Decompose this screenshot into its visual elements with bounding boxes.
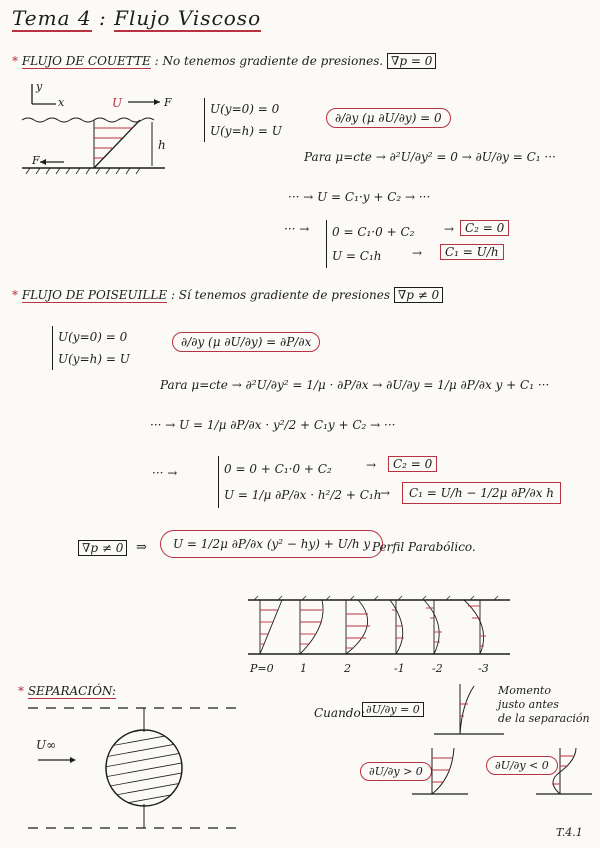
poiseuille-bc1: U(y=0) = 0 xyxy=(58,330,128,344)
title-separator: : xyxy=(98,6,107,30)
couette-line1-end: ∂U/∂y = C₁ ··· xyxy=(475,150,556,164)
couette-system-arrow: ··· → xyxy=(284,222,310,236)
couette-label-F-top: F xyxy=(164,96,172,109)
profile-label-1: 1 xyxy=(300,662,307,675)
couette-diagram xyxy=(20,82,200,182)
couette-heading xyxy=(12,54,436,68)
couette-label-U: U xyxy=(112,96,123,110)
poiseuille-result-c2: C₂ = 0 xyxy=(388,456,437,472)
title-subject: Flujo Viscoso xyxy=(114,6,262,30)
couette-bullet: * xyxy=(12,54,18,68)
couette-title: FLUJO DE COUETTE xyxy=(21,54,151,68)
couette-result-c2: C₂ = 0 xyxy=(460,220,509,236)
poiseuille-implies-arrow: ⇒ xyxy=(136,540,147,555)
poiseuille-final-label: Perfil Parabólico. xyxy=(372,540,476,554)
separacion-profile-positive xyxy=(412,748,472,800)
profile-label-4: -2 xyxy=(432,662,443,675)
separacion-uinf: U∞ xyxy=(36,738,57,752)
couette-label-h: h xyxy=(158,138,166,152)
momento-line2: justo antes xyxy=(498,698,559,711)
poiseuille-boundary-conditions xyxy=(52,326,130,370)
couette-label-x: x xyxy=(58,96,65,109)
couette-profile-line xyxy=(94,120,140,168)
separacion-title: SEPARACIÓN: xyxy=(27,684,117,698)
separacion-bullet: * xyxy=(18,684,24,698)
poiseuille-arrow-res1: → xyxy=(366,458,377,472)
couette-result-c1: C₁ = U/h xyxy=(440,244,504,260)
poiseuille-line1-mid: ∂²U/∂y² = 1/μ · ∂P/∂x xyxy=(245,378,369,392)
couette-label-y: y xyxy=(36,80,43,93)
poiseuille-arrow-res2: → xyxy=(380,486,391,500)
poiseuille-line1: Para μ=cte → ∂²U/∂y² = 1/μ · ∂P/∂x → ∂U/∂y = 1/μ ∂P/∂x y + C₁ ··· xyxy=(160,378,550,392)
couette-arrow-res2: → xyxy=(412,246,423,260)
poiseuille-line1-end: ∂U/∂y = 1/μ ∂P/∂x y + C₁ ··· xyxy=(386,378,550,392)
poiseuille-heading xyxy=(12,288,443,302)
profile-label-5: -3 xyxy=(478,662,489,675)
couette-para: Para μ=cte xyxy=(304,150,372,164)
poiseuille-title: FLUJO DE POISEUILLE xyxy=(21,288,168,302)
couette-top-plate xyxy=(22,118,154,122)
couette-label-F-bottom: F xyxy=(32,154,40,167)
momento-line3: de la separación xyxy=(498,712,590,725)
separacion-heading xyxy=(18,684,116,698)
profile-label-2: 2 xyxy=(344,662,351,675)
poiseuille-result-c1: C₁ = U/h − 1/2μ ∂P/∂x h xyxy=(402,482,561,504)
couette-equation-bubble: ∂/∂y (μ ∂U/∂y) = 0 xyxy=(326,108,451,128)
profile-label-3: -1 xyxy=(394,662,405,675)
couette-bottom-hatch xyxy=(26,168,140,174)
couette-sys2: U = C₁h xyxy=(332,249,382,263)
couette-line1-mid: ∂²U/∂y² = 0 xyxy=(389,150,458,164)
couette-system xyxy=(326,220,414,268)
poiseuille-final-equation: U = 1/2μ ∂P/∂x (y² − hy) + U/h y xyxy=(160,530,383,558)
couette-sys1: 0 = C₁·0 + C₂ xyxy=(332,225,415,239)
momento-line1: Momento xyxy=(498,684,551,697)
poiseuille-description: : Sí tenemos gradiente de presiones xyxy=(170,288,390,302)
separacion-momento xyxy=(498,684,590,726)
separacion-cuando: Cuando: xyxy=(314,706,365,720)
page-title xyxy=(12,6,261,30)
couette-description: : No tenemos gradiente de presiones. xyxy=(154,54,384,68)
poiseuille-profiles xyxy=(248,596,518,658)
poiseuille-final-grad-box: ∇p ≠ 0 xyxy=(78,540,127,556)
couette-bc1: U(y=0) = 0 xyxy=(210,102,280,116)
profile-group xyxy=(260,600,486,654)
poiseuille-sys1: 0 = 0 + C₁·0 + C₂ xyxy=(224,462,332,476)
poiseuille-bc2: U(y=h) = U xyxy=(58,352,130,366)
poiseuille-grad-box: ∇p ≠ 0 xyxy=(394,287,443,303)
separacion-cond-zero: ∂U/∂y = 0 xyxy=(362,702,424,717)
couette-bc2: U(y=h) = U xyxy=(210,124,282,138)
couette-grad-box: ∇p = 0 xyxy=(387,53,436,69)
couette-line2: ··· → U = C₁·y + C₂ → ··· xyxy=(288,190,431,204)
poiseuille-line2: ··· → U = 1/μ ∂P/∂x · y²/2 + C₁y + C₂ → ··· xyxy=(150,418,396,432)
couette-arrow-res1: → xyxy=(444,222,455,236)
title-tema: Tema 4 xyxy=(12,6,92,30)
profile-label-0: P=0 xyxy=(250,662,274,675)
separacion-cylinder-diagram xyxy=(28,700,248,840)
separacion-profile-negative xyxy=(536,748,596,800)
separacion-cond-negative: ∂U/∂y < 0 xyxy=(486,756,558,775)
couette-line1: Para μ=cte → ∂²U/∂y² = 0 → ∂U/∂y = C₁ ··· xyxy=(304,150,556,164)
couette-boundary-conditions xyxy=(204,98,282,142)
poiseuille-bullet: * xyxy=(12,288,18,302)
poiseuille-sys2: U = 1/μ ∂P/∂x · h²/2 + C₁h xyxy=(224,488,382,502)
poiseuille-system xyxy=(218,456,381,508)
page-number: T.4.1 xyxy=(556,826,583,839)
separacion-cond-positive: ∂U/∂y > 0 xyxy=(360,762,432,781)
poiseuille-system-arrow: ··· → xyxy=(152,466,178,480)
poiseuille-para: Para μ=cte xyxy=(160,378,228,392)
couette-profile-arrows xyxy=(94,128,132,158)
poiseuille-equation-bubble: ∂/∂y (μ ∂U/∂y) = ∂P/∂x xyxy=(172,332,320,352)
